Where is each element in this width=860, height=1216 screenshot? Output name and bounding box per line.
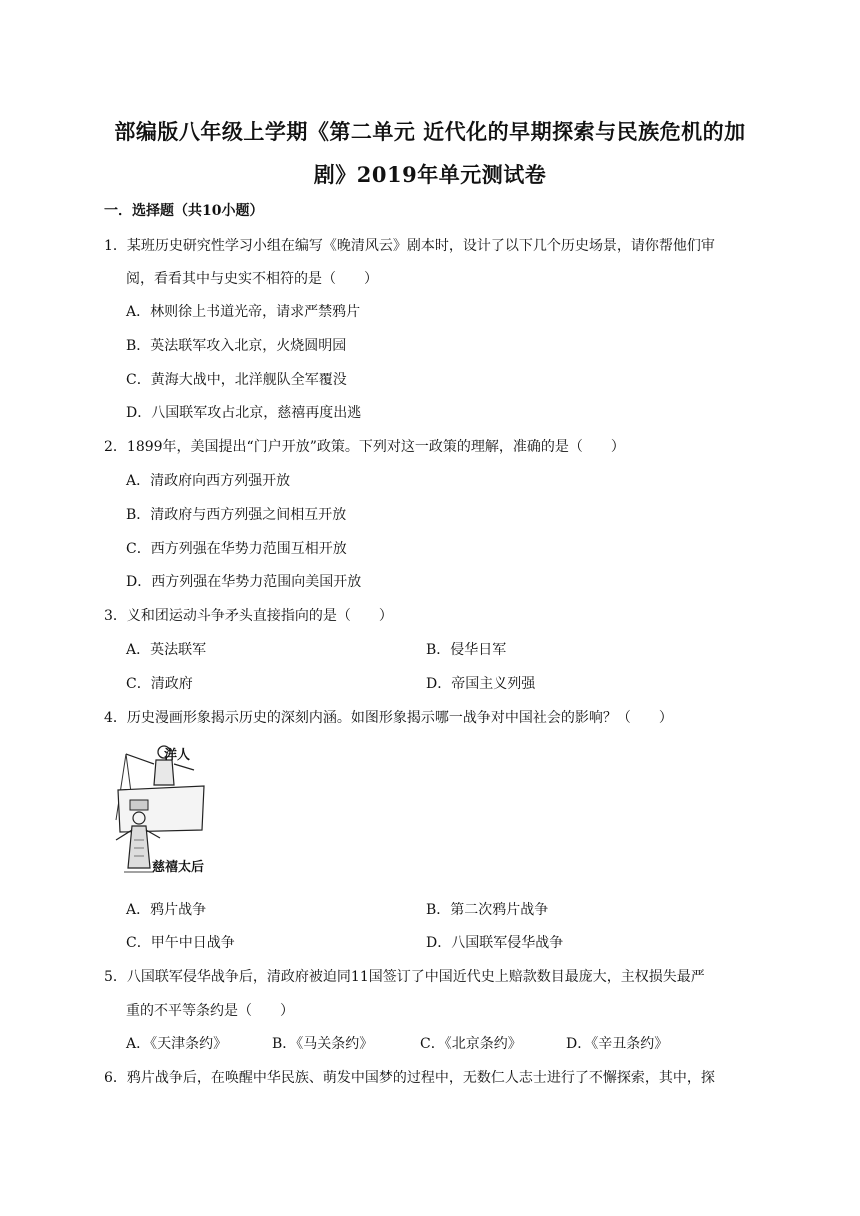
question-5-option-d: D．《辛丑条约》 <box>566 1036 669 1052</box>
question-6-stem: 6．鸦片战争后，在唤醒中华民族、萌发中国梦的过程中，无数仁人志士进行了不懈探索，其中，探 <box>104 1070 715 1086</box>
section-heading: 一．选择题（共10小题） <box>104 203 264 219</box>
document-title-line1: 部编版八年级上学期《第二单元 近代化的早期探索与民族危机的加 <box>114 119 746 144</box>
question-3-option-a: A．英法联军 <box>126 642 207 658</box>
question-2-option-d: D．西方列强在华势力范围向美国开放 <box>126 574 362 590</box>
question-4-option-c: C．甲午中日战争 <box>126 935 235 951</box>
question-1-option-a: A．林则徐上书道光帝，请求严禁鸦片 <box>126 304 361 320</box>
question-5-option-c: C．《北京条约》 <box>420 1036 522 1052</box>
historical-cartoon-image <box>104 740 208 880</box>
question-2-option-c: C．西方列强在华势力范围互相开放 <box>126 541 347 557</box>
cartoon-label-cixi: 慈禧太后 <box>152 860 205 875</box>
question-1-option-b: B．英法联军攻入北京，火烧圆明园 <box>126 338 347 354</box>
question-5-stem: 5．八国联军侵华战争后，清政府被迫同11国签订了中国近代史上赔款数目最庞大，主权损失最严 <box>104 969 705 985</box>
question-1-option-c: C．黄海大战中，北洋舰队全军覆没 <box>126 372 347 388</box>
document-title-line2: 剧》2019年单元测试卷 <box>313 162 547 187</box>
question-4-option-a: A．鸦片战争 <box>126 902 207 918</box>
question-1-stem-cont: 阅，看看其中与史实不相符的是（ ） <box>126 271 378 287</box>
question-5-option-a: A．《天津条约》 <box>126 1036 228 1052</box>
question-2-option-b: B．清政府与西方列强之间相互开放 <box>126 507 347 523</box>
question-3-stem: 3．义和团运动斗争矛头直接指向的是（ ） <box>104 608 393 624</box>
question-4-option-d: D．八国联军侵华战争 <box>426 935 564 951</box>
cartoon-label-foreigner: 洋人 <box>164 748 191 763</box>
question-4-option-b: B．第二次鸦片战争 <box>426 902 549 918</box>
question-3-option-c: C．清政府 <box>126 676 193 692</box>
question-1-option-d: D．八国联军攻占北京，慈禧再度出逃 <box>126 405 362 421</box>
question-5-option-b: B．《马关条约》 <box>272 1036 374 1052</box>
question-3-option-d: D．帝国主义列强 <box>426 676 536 692</box>
question-1-stem: 1．某班历史研究性学习小组在编写《晚清风云》剧本时，设计了以下几个历史场景，请你帮他们审 <box>104 238 715 254</box>
question-4-stem: 4．历史漫画形象揭示历史的深刻内涵。如图形象揭示哪一战争对中国社会的影响？（ ） <box>104 710 673 726</box>
question-5-stem-cont: 重的不平等条约是（ ） <box>126 1003 294 1019</box>
question-2-stem: 2．1899年，美国提出“门户开放”政策。下列对这一政策的理解，准确的是（ ） <box>104 439 625 455</box>
question-2-option-a: A．清政府向西方列强开放 <box>126 473 291 489</box>
question-3-option-b: B．侵华日军 <box>426 642 507 658</box>
